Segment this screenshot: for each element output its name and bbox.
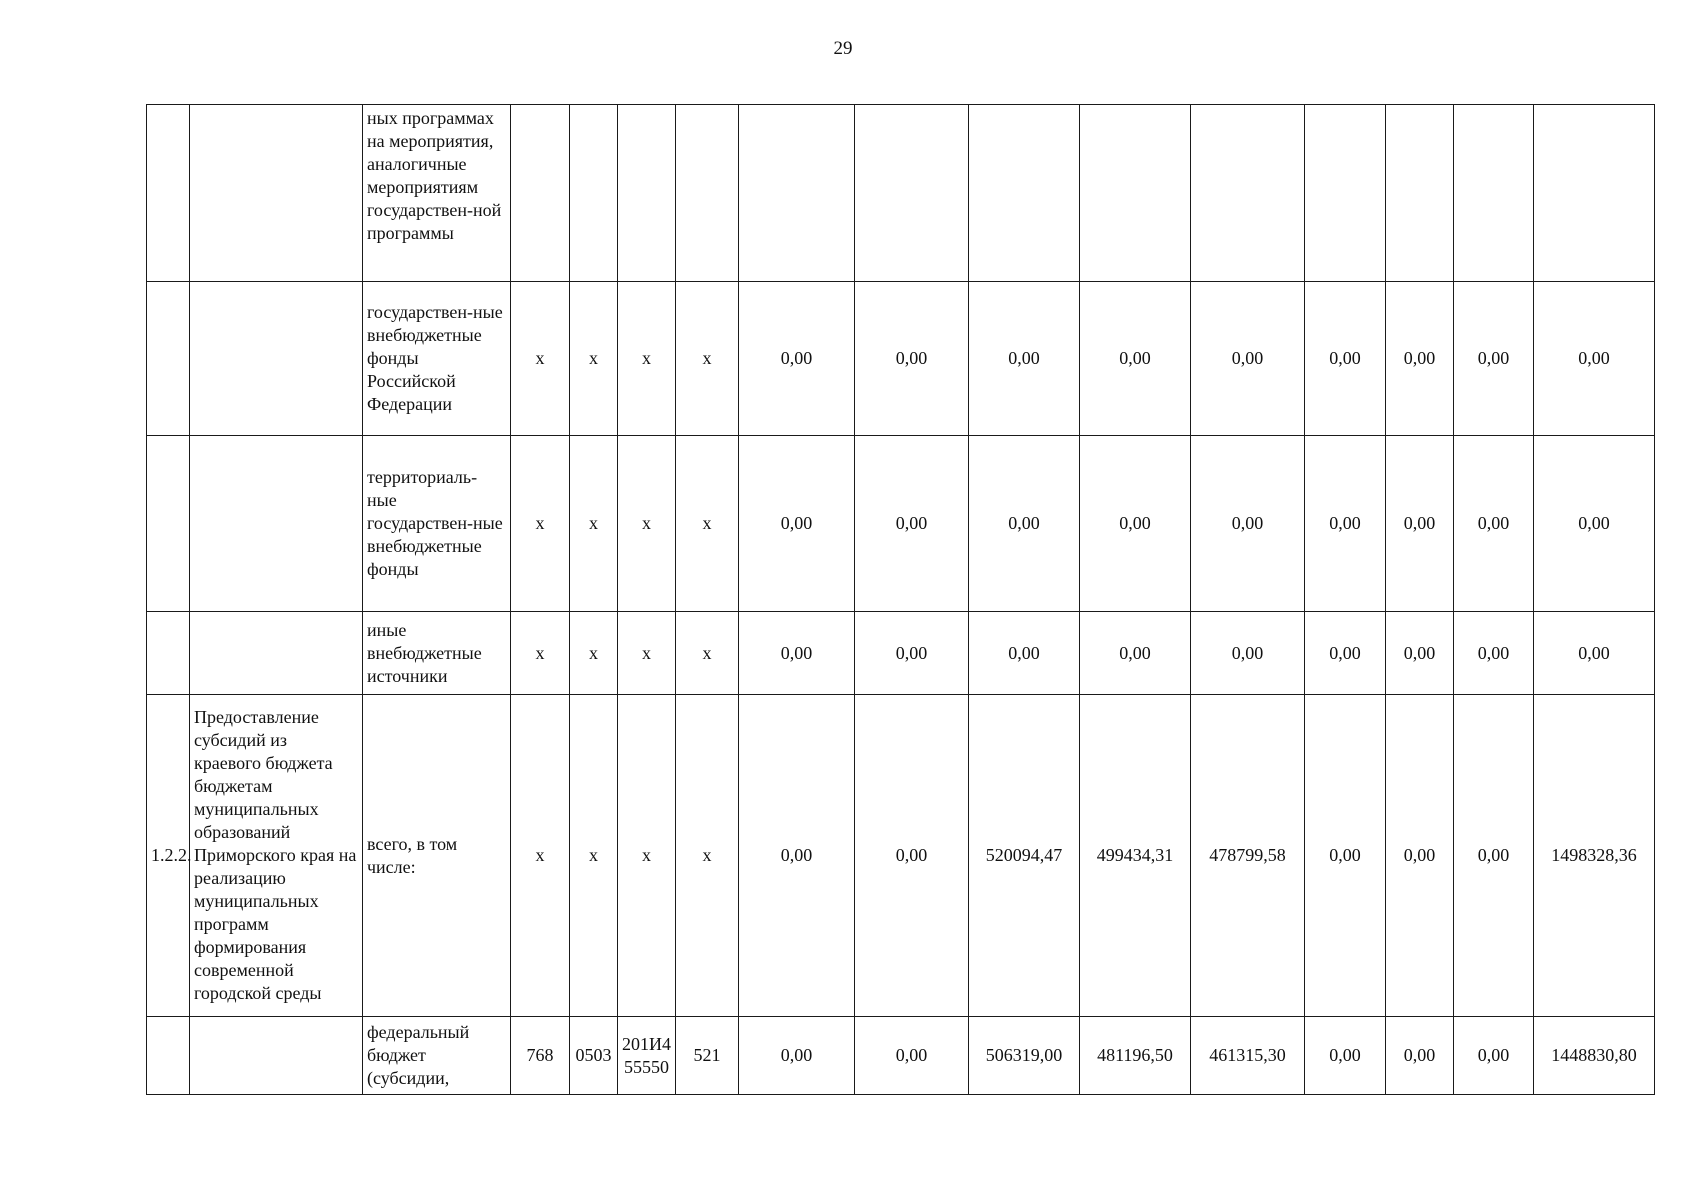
code-rzpr: x (570, 282, 618, 436)
value-cell: 0,00 (969, 436, 1080, 612)
code-csr: 201И455550 (618, 1017, 676, 1095)
value-cell (1305, 105, 1386, 282)
value-cell: 0,00 (1191, 612, 1305, 695)
row-number (147, 105, 190, 282)
value-cell: 0,00 (1386, 436, 1454, 612)
value-cell (1191, 105, 1305, 282)
value-cell: 0,00 (1191, 436, 1305, 612)
funding-source: федеральный бюджет (субсидии, (363, 1017, 511, 1095)
value-cell: 0,00 (855, 282, 969, 436)
activity-name (190, 612, 363, 695)
value-cell: 1498328,36 (1534, 695, 1655, 1017)
code-grbs: 768 (511, 1017, 570, 1095)
value-cell (1386, 105, 1454, 282)
value-cell: 0,00 (1305, 612, 1386, 695)
value-cell: 0,00 (969, 612, 1080, 695)
value-cell: 0,00 (1305, 695, 1386, 1017)
code-grbs: x (511, 436, 570, 612)
value-cell: 0,00 (855, 695, 969, 1017)
table-row (147, 436, 1655, 612)
value-cell: 481196,50 (1080, 1017, 1191, 1095)
code-vr: x (676, 436, 739, 612)
value-cell: 506319,00 (969, 1017, 1080, 1095)
value-cell: 0,00 (1386, 695, 1454, 1017)
value-cell: 0,00 (1305, 1017, 1386, 1095)
table-row (147, 1017, 1655, 1095)
code-vr (676, 105, 739, 282)
code-csr: x (618, 282, 676, 436)
value-cell: 0,00 (739, 282, 855, 436)
funding-source: иные внебюджетные источники (363, 612, 511, 695)
code-rzpr: x (570, 695, 618, 1017)
activity-name (190, 105, 363, 282)
value-cell: 0,00 (1080, 436, 1191, 612)
value-cell: 0,00 (1386, 282, 1454, 436)
value-cell: 478799,58 (1191, 695, 1305, 1017)
value-cell: 0,00 (1386, 612, 1454, 695)
row-number (147, 1017, 190, 1095)
value-cell: 0,00 (739, 612, 855, 695)
activity-name (190, 436, 363, 612)
value-cell (969, 105, 1080, 282)
code-grbs (511, 105, 570, 282)
table-row (147, 105, 1655, 282)
value-cell: 0,00 (1454, 612, 1534, 695)
table-row (147, 282, 1655, 436)
funding-source: территориаль-ные государствен-ные внебюджетные фонды (363, 436, 511, 612)
code-csr (618, 105, 676, 282)
code-csr: x (618, 695, 676, 1017)
value-cell: 1448830,80 (1534, 1017, 1655, 1095)
activity-name: Предоставление субсидий из краевого бюджета бюджетам муниципальных образований Приморского края на реализацию муниципальных программ формирования современной городской среды (190, 695, 363, 1017)
value-cell: 0,00 (855, 612, 969, 695)
value-cell: 0,00 (969, 282, 1080, 436)
value-cell (1454, 105, 1534, 282)
value-cell: 0,00 (1454, 695, 1534, 1017)
value-cell: 0,00 (855, 1017, 969, 1095)
activity-name (190, 282, 363, 436)
code-rzpr (570, 105, 618, 282)
row-number (147, 436, 190, 612)
value-cell: 0,00 (1534, 612, 1655, 695)
activity-name (190, 1017, 363, 1095)
value-cell: 0,00 (739, 1017, 855, 1095)
table-row (147, 612, 1655, 695)
row-number (147, 612, 190, 695)
value-cell: 0,00 (1454, 1017, 1534, 1095)
code-vr: 521 (676, 1017, 739, 1095)
value-cell (739, 105, 855, 282)
code-csr: x (618, 612, 676, 695)
value-cell: 0,00 (1080, 612, 1191, 695)
value-cell: 0,00 (1454, 436, 1534, 612)
value-cell: 0,00 (1305, 282, 1386, 436)
value-cell: 0,00 (1305, 436, 1386, 612)
value-cell (855, 105, 969, 282)
row-number (147, 282, 190, 436)
code-grbs: x (511, 695, 570, 1017)
value-cell: 0,00 (1454, 282, 1534, 436)
value-cell: 0,00 (739, 695, 855, 1017)
code-grbs: x (511, 612, 570, 695)
funding-source: государствен-ные внебюджетные фонды Российской Федерации (363, 282, 511, 436)
value-cell: 0,00 (855, 436, 969, 612)
row-number: 1.2.2. (147, 695, 190, 1017)
value-cell: 499434,31 (1080, 695, 1191, 1017)
value-cell: 0,00 (1534, 282, 1655, 436)
code-grbs: x (511, 282, 570, 436)
value-cell: 461315,30 (1191, 1017, 1305, 1095)
code-rzpr: x (570, 436, 618, 612)
value-cell: 520094,47 (969, 695, 1080, 1017)
value-cell: 0,00 (1534, 436, 1655, 612)
code-rzpr: x (570, 612, 618, 695)
table-row (147, 695, 1655, 1017)
code-vr: x (676, 282, 739, 436)
page-number: 29 (833, 38, 853, 59)
value-cell: 0,00 (1080, 282, 1191, 436)
budget-table (146, 104, 1655, 1095)
value-cell (1534, 105, 1655, 282)
value-cell: 0,00 (1191, 282, 1305, 436)
funding-source: всего, в том числе: (363, 695, 511, 1017)
value-cell: 0,00 (1386, 1017, 1454, 1095)
funding-source: ных программах на мероприятия, аналогичные мероприятиям государствен-ной программы (363, 105, 511, 282)
code-csr: x (618, 436, 676, 612)
value-cell (1080, 105, 1191, 282)
code-vr: x (676, 695, 739, 1017)
code-rzpr: 0503 (570, 1017, 618, 1095)
value-cell: 0,00 (739, 436, 855, 612)
code-vr: x (676, 612, 739, 695)
